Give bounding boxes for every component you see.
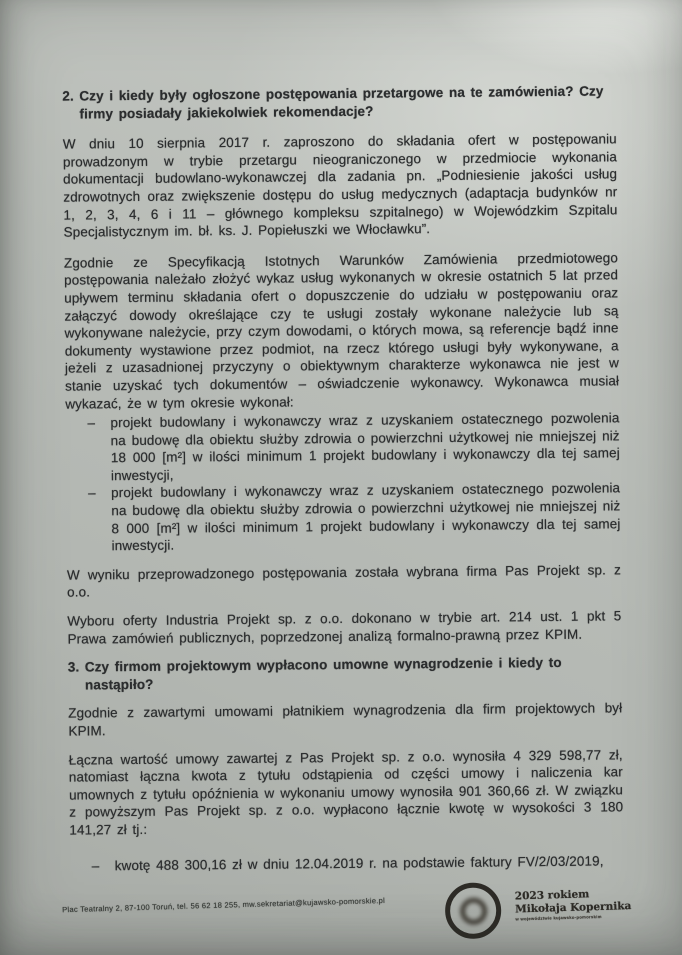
paragraph-result: W wyniku przeprowadzonego postępowania została wybrana firma Pas Projekt sp. z o.o. — [66, 562, 621, 601]
question-3-text: Czy firmom projektowym wypłacono umowne wynagrodzenie i kiedy to nastąpiło? — [84, 655, 562, 693]
paragraph-payer: Zgodnie z zawartymi umowami płatnikiem wynagrodzenia dla firm projektowych był KPIM. — [68, 700, 623, 739]
footer-contact-line: Plac Teatralny 2, 87-100 Toruń, tel. 56 62 18 255, mw.sekretariat@kujawsko-pomorskie.pl — [62, 895, 386, 915]
question-2-text: Czy i kiedy były ogłoszone postępowania przetargowe na te zamówienia? Czy firmy posiadały jakiekolwiek rekomendacje? — [79, 83, 604, 122]
logo-name-line: Mikołaja Kopernika — [515, 899, 632, 915]
payment-list — [70, 852, 624, 875]
question-2-number: 2. — [62, 88, 74, 104]
dash-bullet-icon: – — [87, 415, 96, 431]
copernicus-logo-icon — [444, 882, 502, 940]
copernicus-logo-inner-ring — [460, 897, 488, 925]
question-3-number: 3. — [67, 659, 80, 675]
paragraph-selection: Wyboru oferty Industria Projekt sp. z o.o. dokonano w trybie art. 214 ust. 1 pkt 5 Prawa zamówień publicznych, poprzedzonej analizą formalno-prawną przez KPIM. — [67, 608, 622, 647]
dash-bullet-icon: – — [88, 485, 96, 501]
list-item — [66, 480, 621, 556]
paragraph-amounts: Łączna wartość umowy zawartej z Pas Projekt sp. z o.o. wynosiła 4 329 598,77 zł, natomiast łączna kwota z tytułu odstąpienia od części umowy i naliczenia kar umownych z tytułu opóźnienia w wykonaniu umowy wynosiła 901 360,66 zł. W związku z powyższym Pas Projekt sp. z o.o. wypłacono łącznie kwotę w wysokości 3 180 141,27 zł tj.: — [68, 746, 624, 838]
logo-subtitle-line: w województwie kujawsko-pomorskim — [515, 913, 602, 922]
dash-bullet-icon: – — [91, 857, 100, 873]
logo-year-line: 2023 rokiem — [514, 888, 590, 903]
list-item — [70, 852, 624, 875]
requirement-18000: projekt budowlany i wykonawczy wraz z uzyskaniem ostatecznego pozwolenia na budowę dla obiektu służby zdrowia o powierzchni użytkowej nie mniejszej niż 18 000 [m²] w ilości minimum 1 projekt budowlany i wykonawczy dla tej samej inwestycji, — [110, 410, 620, 484]
payment-amount: kwotę 488 300,16 zł w dniu 12.04.2019 r. na podstawie faktury FV/2/03/2019, — [114, 853, 604, 873]
question-3-heading — [68, 654, 622, 695]
paragraph-siwz: Zgodnie ze Specyfikacją Istotnych Warunków Zamówienia przedmiotowego postępowania należało złożyć wykaz usług wykonanych w okresie ostatnich 5 lat przed upływem terminu składania ofert o dopuszczenie do udziału w postępowaniu oraz załączyć dowody określające czy te usługi zostały wykonane należycie lub są wykonywane należycie, przy czym dowodami, o których mowa, są referencje bądź inne dokumenty wystawione przez podmiot, na rzecz którego usługi były wykonywane, a jeżeli z uzasadnionej przyczyny o obiektywnym charakterze wykonawca nie jest w stanie uzyskać tych dokumentów – oświadczenie wykonawcy. Wykonawca musiał wykazać, że w tym okresie wykonał: — [63, 250, 620, 412]
requirement-8000: projekt budowlany i wykonawczy wraz z uzyskaniem ostatecznego pozwolenia na budowę dla obiektu służby zdrowia o powierzchni użytkowej nie mniejszej niż 8 000 [m²] w ilości minimum 1 projekt budowlany i wykonawczy dla tej samej inwestycji. — [111, 480, 621, 554]
list-item — [65, 409, 620, 485]
copernicus-logo-text — [515, 887, 632, 922]
letter-body — [62, 82, 624, 874]
paragraph-invitation: W dniu 10 sierpnia 2017 r. zaproszono do składania ofert w postępowaniu prowadzonym w trybie przetargu nieograniczonego w przedmiocie wykonania dokumentacji budowlano-wykonawczej dla zadania pn. „Podniesienie jakości usług zdrowotnych oraz zwiększenie dostępu do usług medycznych (adaptacja budynków nr 1, 2, 3, 4, 6 i 11 – głównego kompleksu szpitalnego) w Wojewódzkim Szpitalu Specjalistycznym im. bł. ks. J. Popiełuszki we Włocławku”. — [62, 131, 618, 240]
question-2-heading — [62, 82, 616, 123]
requirements-list — [65, 409, 620, 555]
